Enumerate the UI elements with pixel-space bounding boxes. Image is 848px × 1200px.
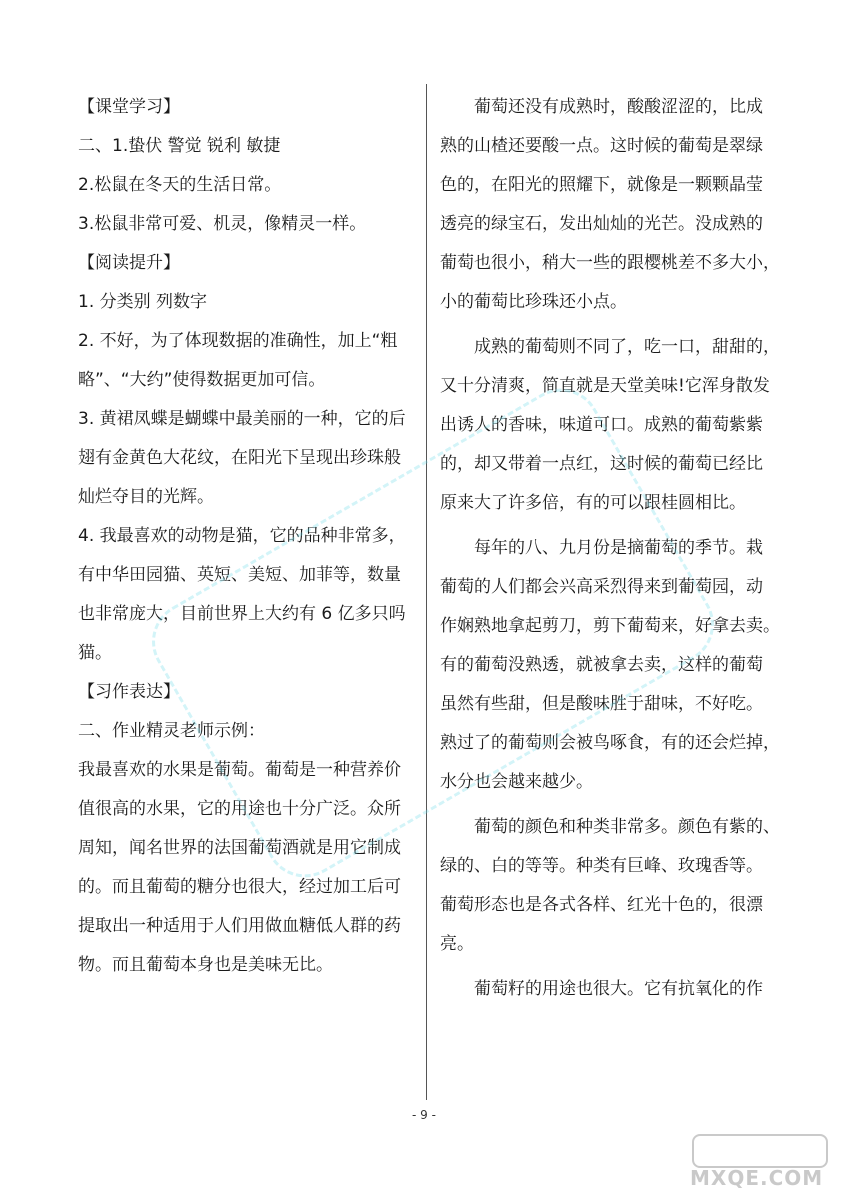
- essay-line: 虽然有些甜，但是酸味胜于甜味，不好吃。: [440, 694, 763, 714]
- essay-line: 值很高的水果，它的用途也十分广泛。众所: [78, 799, 401, 819]
- essay-line: 我最喜欢的水果是葡萄。葡萄是一种营养价: [78, 760, 401, 780]
- essay-line: 葡萄的人们都会兴高采烈得来到葡萄园，动: [440, 577, 763, 597]
- logo-text: MXQE.COM: [690, 1166, 824, 1190]
- essay-line: 小的葡萄比珍珠还小点。: [440, 292, 627, 312]
- essay-line: 葡萄籽的用途也很大。它有抗氧化的作: [474, 979, 763, 999]
- essay-line: 葡萄还没有成熟时，酸酸涩涩的，比成: [474, 97, 763, 117]
- section-heading: 【课堂学习】: [78, 97, 180, 117]
- answer-line: 2.松鼠在冬天的生活日常。: [78, 175, 282, 195]
- essay-line: 周知，闻名世界的法国葡萄酒就是用它制成: [78, 838, 401, 858]
- section-heading: 【习作表达】: [78, 682, 180, 702]
- essay-line: 的。而且葡萄的糖分也很大，经过加工后可: [78, 877, 401, 897]
- essay-line: 成熟的葡萄则不同了，吃一口，甜甜的，: [474, 337, 780, 357]
- essay-line: 出诱人的香味，味道可口。成熟的葡萄紫紫: [440, 415, 763, 435]
- essay-line: 水分也会越来越少。: [440, 772, 593, 792]
- answer-line: 翅有金黄色大花纹，在阳光下呈现出珍珠般: [78, 448, 401, 468]
- essay-line: 的，却又带着一点红，这时候的葡萄已经比: [440, 454, 763, 474]
- essay-line: 绿的、白的等等。种类有巨峰、玫瑰香等。: [440, 856, 763, 876]
- logo-badge-icon: [692, 1134, 828, 1168]
- essay-line: 有的葡萄没熟透，就被拿去卖，这样的葡萄: [440, 655, 763, 675]
- answer-line: 二、1.蛰伏 警觉 锐利 敏捷: [78, 136, 281, 156]
- essay-line: 原来大了许多倍，有的可以跟桂圆相比。: [440, 493, 746, 513]
- essay-line: 作娴熟地拿起剪刀，剪下葡萄来，好拿去卖。: [440, 616, 780, 636]
- answer-line: 3.松鼠非常可爱、机灵，像精灵一样。: [78, 214, 367, 234]
- essay-line: 又十分清爽，简直就是天堂美味!它浑身散发: [440, 376, 770, 396]
- essay-line: 提取出一种适用于人们用做血糖低人群的药: [78, 916, 401, 936]
- answer-line: 3. 黄裙凤蝶是蝴蝶中最美丽的一种，它的后: [78, 409, 406, 429]
- essay-line: 亮。: [440, 934, 474, 954]
- answer-line: 2. 不好，为了体现数据的准确性，加上“粗: [78, 331, 398, 351]
- page-number: - 9 -: [412, 1108, 436, 1122]
- answer-line: 也非常庞大，目前世界上大约有 6 亿多只吗: [78, 604, 406, 624]
- answer-line: 4. 我最喜欢的动物是猫，它的品种非常多，: [78, 526, 406, 546]
- essay-line: 物。而且葡萄本身也是美味无比。: [78, 955, 333, 975]
- essay-line: 葡萄的颜色和种类非常多。颜色有紫的、: [474, 817, 780, 837]
- essay-line: 熟的山楂还要酸一点。这时候的葡萄是翠绿: [440, 136, 763, 156]
- essay-line: 熟过了的葡萄则会被鸟啄食，有的还会烂掉，: [440, 733, 780, 753]
- answer-line: 略”、“大约”使得数据更加可信。: [78, 370, 326, 390]
- answer-line: 1. 分类别 列数字: [78, 292, 208, 312]
- essay-line: 透亮的绿宝石，发出灿灿的光芒。没成熟的: [440, 214, 763, 234]
- essay-line: 葡萄形态也是各式各样、红光十色的，很漂: [440, 895, 763, 915]
- site-logo: [686, 1130, 836, 1192]
- answer-line: 二、作业精灵老师示例：: [78, 721, 265, 741]
- essay-line: 色的，在阳光的照耀下，就像是一颗颗晶莹: [440, 175, 763, 195]
- section-heading: 【阅读提升】: [78, 253, 180, 273]
- essay-line: 每年的八、九月份是摘葡萄的季节。栽: [474, 538, 763, 558]
- essay-line: 葡萄也很小，稍大一些的跟樱桃差不多大小，: [440, 253, 780, 273]
- answer-line: 猫。: [78, 643, 112, 663]
- answer-line: 有中华田园猫、英短、美短、加菲等，数量: [78, 565, 401, 585]
- answer-line: 灿烂夺目的光辉。: [78, 487, 214, 507]
